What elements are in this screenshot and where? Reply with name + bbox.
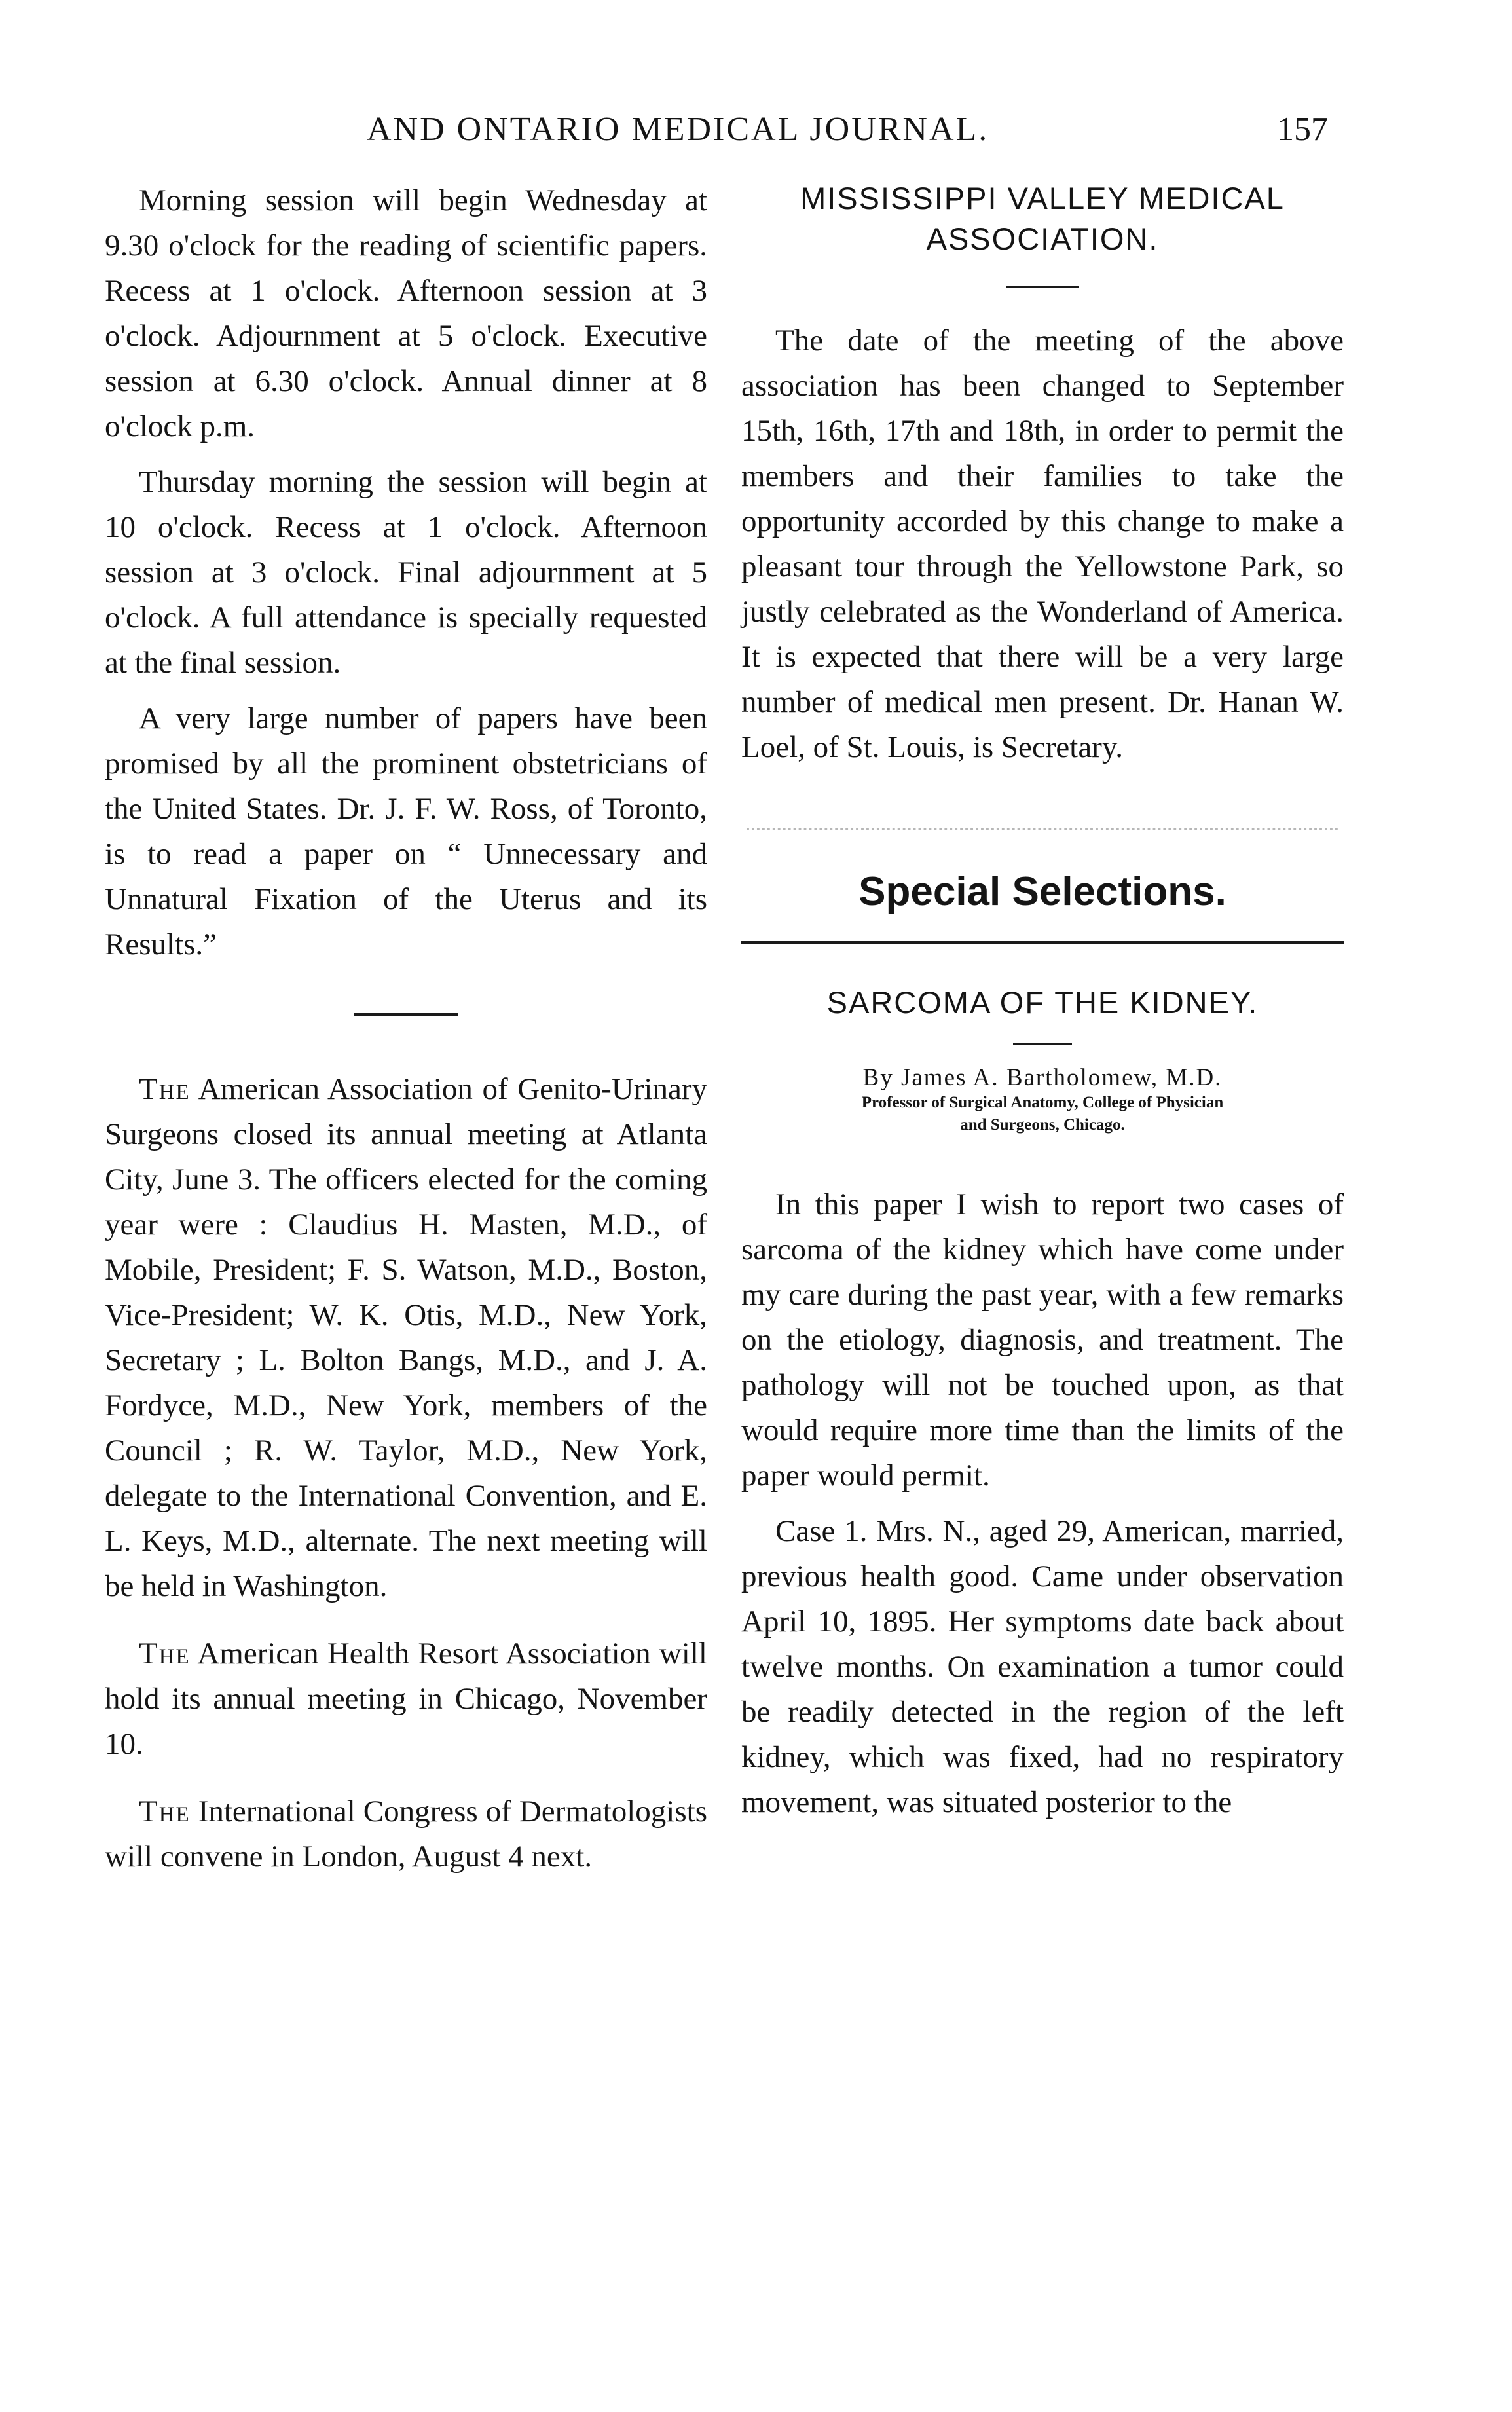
- author-affiliation-line1: Professor of Surgical Anatomy, College of Physician: [861, 1094, 1224, 1111]
- left-column: [105, 178, 707, 1880]
- genito-urinary-association-paragraph: [105, 1067, 707, 1609]
- mississippi-heading-line1: MISSISSIPPI VALLEY MEDICAL: [800, 181, 1285, 215]
- special-selections-title: Special Selections.: [858, 869, 1226, 914]
- page-number: 157: [1277, 111, 1328, 148]
- author-affiliation-line2: and Surgeons, Chicago.: [960, 1116, 1125, 1134]
- paragraph-text: American Association of Genito-Urinary Surgeons closed its annual meeting at Atlanta City, June 3. The officers elected for the coming year were : Claudius H. Masten, M.D., of Mobile, President; F. S. Watson, M.D., Boston, Vice-President; W. K. Otis, M.D., New York, Secretary ; L. Bolton Bangs, M.D., and J. A. Fordyce, M.D., New York, members of the Council ; R. W. Taylor, M.D., New York, delegate to the International Convention, and E. L. Keys, M.D., alternate. The next meeting will be held in Washington.: [105, 1072, 707, 1603]
- paragraph-lead: The: [139, 1072, 191, 1106]
- article-intro-paragraph: In this paper I wish to report two cases of sarcoma of the kidney which have come under my care during the past year, with a few remarks on the etiology, diagnosis, and treatment. The pathology will not be touched upon, as that would require more time than the limits of the paper would permit.: [741, 1187, 1344, 1493]
- right-column: [741, 178, 1344, 1825]
- sarcoma-article-title: SARCOMA OF THE KIDNEY.: [826, 985, 1259, 1020]
- case-one-paragraph: Case 1. Mrs. N., aged 29, American, married, previous health good. Came under observation April 10, 1895. Her symptoms date back about twelve months. On examination a tumor could be readily detected in the region of the left kidney, which was fixed, had no respiratory movement, was situated posterior to the: [741, 1514, 1344, 1819]
- mississippi-heading-line2: ASSOCIATION.: [926, 221, 1159, 256]
- dotted-separator: [747, 828, 1338, 830]
- papers-promised-paragraph: A very large number of papers have been promised by all the prominent obstetricians of the United States. Dr. J. F. W. Ross, of Toronto, is to read a paper on “ Unnecessary and Unnatural Fixation of the Uterus and its Results.”: [105, 701, 707, 961]
- paragraph-text: American Health Resort Association will hold its annual meeting in Chicago, November 10.: [105, 1637, 707, 1761]
- paragraph-text: International Congress of Dermatologists will convene in London, August 4 next.: [105, 1794, 708, 1874]
- mississippi-meeting-paragraph: The date of the meeting of the above association has been changed to September 15th, 16th, 17th and 18th, in order to permit the members and their families to take the opportunity accorded by this change to make a pleasant tour through the Yellowstone Park, so justly celebrated as the Wonderland of America. It is expected that there will be a very large number of medical men present. Dr. Hanan W. Loel, of St. Louis, is Secretary.: [741, 324, 1344, 764]
- health-resort-association-paragraph: [105, 1631, 707, 1767]
- session-schedule-paragraph: Morning session will begin Wednesday at 9.30 o'clock for the reading of scientific papers. Recess at 1 o'clock. Afternoon session at 3 o'clock. Adjournment at 5 o'clock. Executive session at 6.30 o'clock. Annual dinner at 8 o'clock p.m.: [105, 183, 707, 443]
- paragraph-lead: The: [139, 1794, 191, 1828]
- running-head: [0, 110, 1512, 162]
- paragraph-lead: The: [139, 1637, 191, 1671]
- dermatologists-congress-paragraph: [105, 1789, 707, 1880]
- author-byline: By James A. Bartholomew, M.D.: [862, 1064, 1223, 1091]
- journal-title: AND ONTARIO MEDICAL JOURNAL.: [367, 111, 989, 148]
- thursday-schedule-paragraph: Thursday morning the session will begin at 10 o'clock. Recess at 1 o'clock. Afternoon session at 3 o'clock. Final adjournment at 5 o'clock. A full attendance is specially requested at the final session.: [105, 465, 707, 680]
